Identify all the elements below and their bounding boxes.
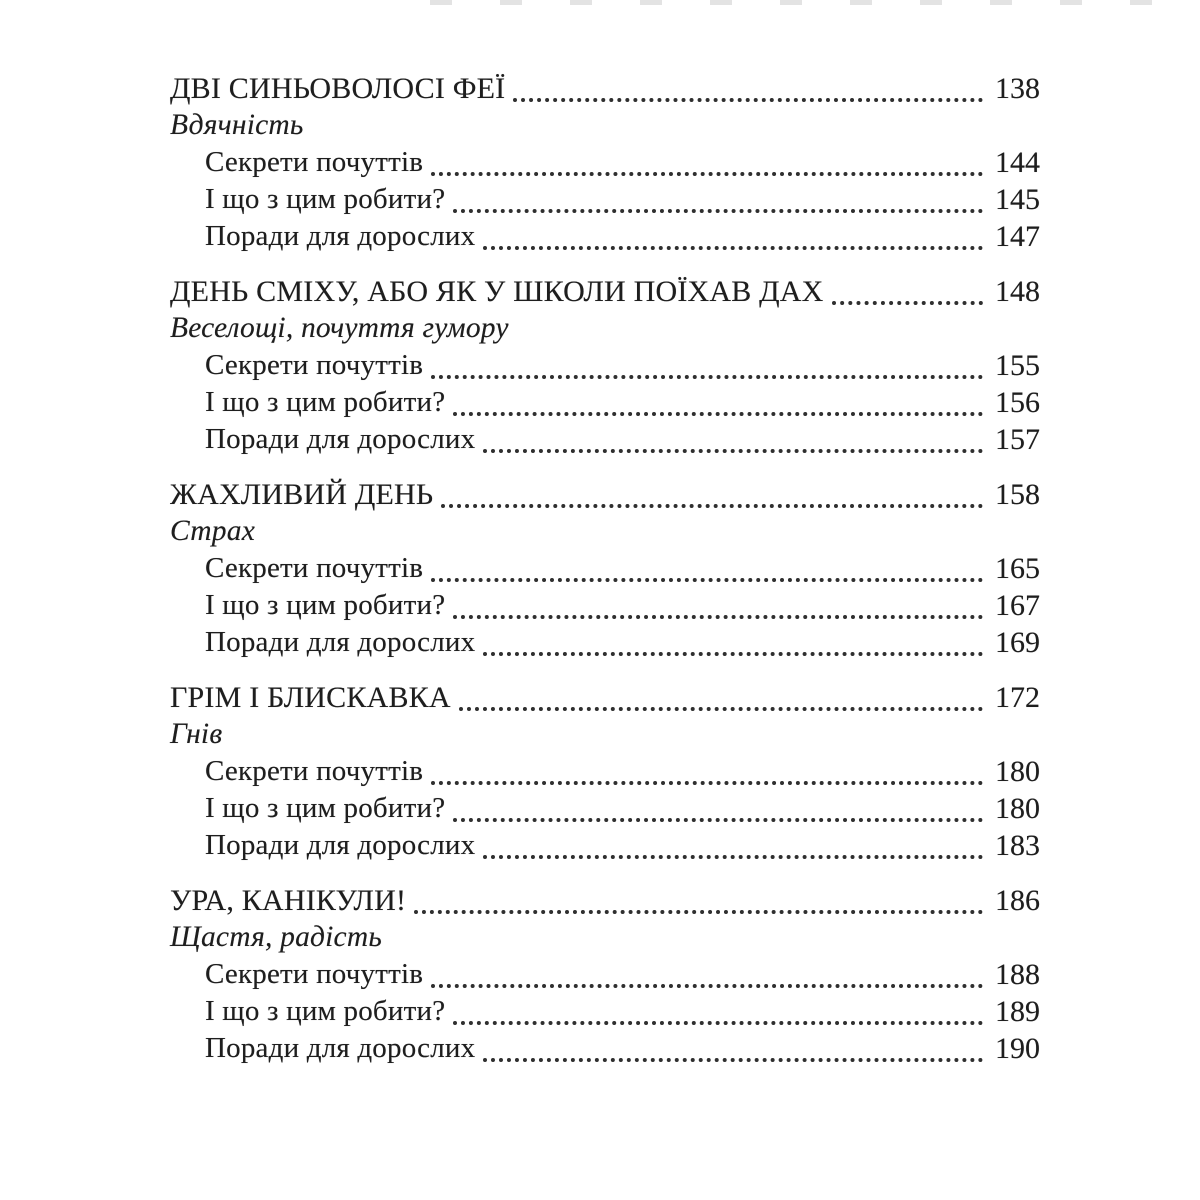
dotted-leader: [431, 578, 983, 582]
toc-entry-row: [205, 587, 1040, 624]
toc-entry-row: [205, 1030, 1040, 1067]
entry-page-number: 165: [995, 552, 1040, 585]
entry-page-number: 157: [995, 423, 1040, 456]
toc-chapter-row: [170, 70, 1040, 107]
toc-entry-row: [205, 827, 1040, 864]
toc-chapter-row: [170, 476, 1040, 513]
toc-entry-row: [205, 753, 1040, 790]
entry-label: Секрети почуттів: [205, 146, 424, 178]
chapter-title: ДВІ СИНЬОВОЛОСІ ФЕЇ: [170, 72, 506, 105]
chapter-title: ЖАХЛИВИЙ ДЕНЬ: [170, 478, 434, 511]
emotion-label: Вдячність: [170, 109, 304, 141]
toc-section: [170, 476, 1040, 661]
toc-emotion-row: [170, 513, 1040, 550]
toc-chapter-row: [170, 882, 1040, 919]
chapter-title: ДЕНЬ СМІХУ, АБО ЯК У ШКОЛИ ПОЇХАВ ДАХ: [170, 275, 824, 308]
toc-entry-row: [205, 421, 1040, 458]
dotted-leader: [459, 707, 983, 711]
dotted-leader: [513, 98, 983, 102]
entry-label: І що з цим робити?: [205, 792, 446, 824]
toc-entry-row: [205, 347, 1040, 384]
dotted-leader: [453, 209, 983, 213]
entry-page-number: 145: [995, 183, 1040, 216]
entry-label: Поради для дорослих: [205, 220, 476, 252]
entry-label: Секрети почуттів: [205, 552, 424, 584]
emotion-label: Гнів: [170, 718, 223, 750]
chapter-page-number: 158: [995, 478, 1040, 511]
toc-entry-row: [205, 144, 1040, 181]
emotion-label: Веселощі, почуття гумору: [170, 312, 509, 344]
toc-entry-row: [205, 550, 1040, 587]
toc-entry-row: [205, 624, 1040, 661]
toc-emotion-row: [170, 310, 1040, 347]
chapter-title: ГРІМ І БЛИСКАВКА: [170, 681, 451, 714]
dotted-leader: [414, 910, 983, 914]
dotted-leader: [453, 818, 983, 822]
toc-entry-row: [205, 181, 1040, 218]
entry-label: І що з цим робити?: [205, 589, 446, 621]
dotted-leader: [431, 781, 983, 785]
cropped-dotted-leader-remnant: [430, 0, 1184, 5]
entry-page-number: 144: [995, 146, 1040, 179]
entry-page-number: 169: [995, 626, 1040, 659]
toc-emotion-row: [170, 107, 1040, 144]
entry-label: Поради для дорослих: [205, 626, 476, 658]
entry-label: Поради для дорослих: [205, 829, 476, 861]
dotted-leader: [483, 855, 983, 859]
entry-label: І що з цим робити?: [205, 386, 446, 418]
chapter-page-number: 186: [995, 884, 1040, 917]
dotted-leader: [453, 615, 983, 619]
entry-page-number: 155: [995, 349, 1040, 382]
toc-section: [170, 70, 1040, 255]
toc-entry-row: [205, 384, 1040, 421]
dotted-leader: [483, 449, 983, 453]
toc-emotion-row: [170, 716, 1040, 753]
dotted-leader: [483, 1058, 983, 1062]
chapter-page-number: 148: [995, 275, 1040, 308]
toc-section: [170, 882, 1040, 1067]
toc-entry-row: [205, 993, 1040, 1030]
dotted-leader: [431, 375, 983, 379]
entry-label: І що з цим робити?: [205, 995, 446, 1027]
dotted-leader: [431, 984, 983, 988]
dotted-leader: [453, 412, 983, 416]
entry-page-number: 189: [995, 995, 1040, 1028]
chapter-page-number: 172: [995, 681, 1040, 714]
chapter-page-number: 138: [995, 72, 1040, 105]
dotted-leader: [441, 504, 983, 508]
dotted-leader: [483, 652, 983, 656]
toc-entry-row: [205, 218, 1040, 255]
entry-page-number: 147: [995, 220, 1040, 253]
emotion-label: Страх: [170, 515, 255, 547]
entry-page-number: 188: [995, 958, 1040, 991]
toc-entry-row: [205, 956, 1040, 993]
entry-page-number: 183: [995, 829, 1040, 862]
entry-label: Поради для дорослих: [205, 423, 476, 455]
entry-label: І що з цим робити?: [205, 183, 446, 215]
entry-label: Секрети почуттів: [205, 958, 424, 990]
dotted-leader: [832, 301, 983, 305]
toc-chapter-row: [170, 273, 1040, 310]
entry-page-number: 167: [995, 589, 1040, 622]
entry-page-number: 156: [995, 386, 1040, 419]
entry-label: Поради для дорослих: [205, 1032, 476, 1064]
entry-page-number: 190: [995, 1032, 1040, 1065]
dotted-leader: [431, 172, 983, 176]
entry-label: Секрети почуттів: [205, 755, 424, 787]
emotion-label: Щастя, радість: [170, 921, 382, 953]
chapter-title: УРА, КАНІКУЛИ!: [170, 884, 407, 917]
dotted-leader: [453, 1021, 983, 1025]
toc-section: [170, 273, 1040, 458]
toc-entry-row: [205, 790, 1040, 827]
toc-section: [170, 679, 1040, 864]
table-of-contents: [170, 70, 1040, 1067]
entry-page-number: 180: [995, 792, 1040, 825]
toc-emotion-row: [170, 919, 1040, 956]
dotted-leader: [483, 246, 983, 250]
entry-page-number: 180: [995, 755, 1040, 788]
toc-chapter-row: [170, 679, 1040, 716]
entry-label: Секрети почуттів: [205, 349, 424, 381]
